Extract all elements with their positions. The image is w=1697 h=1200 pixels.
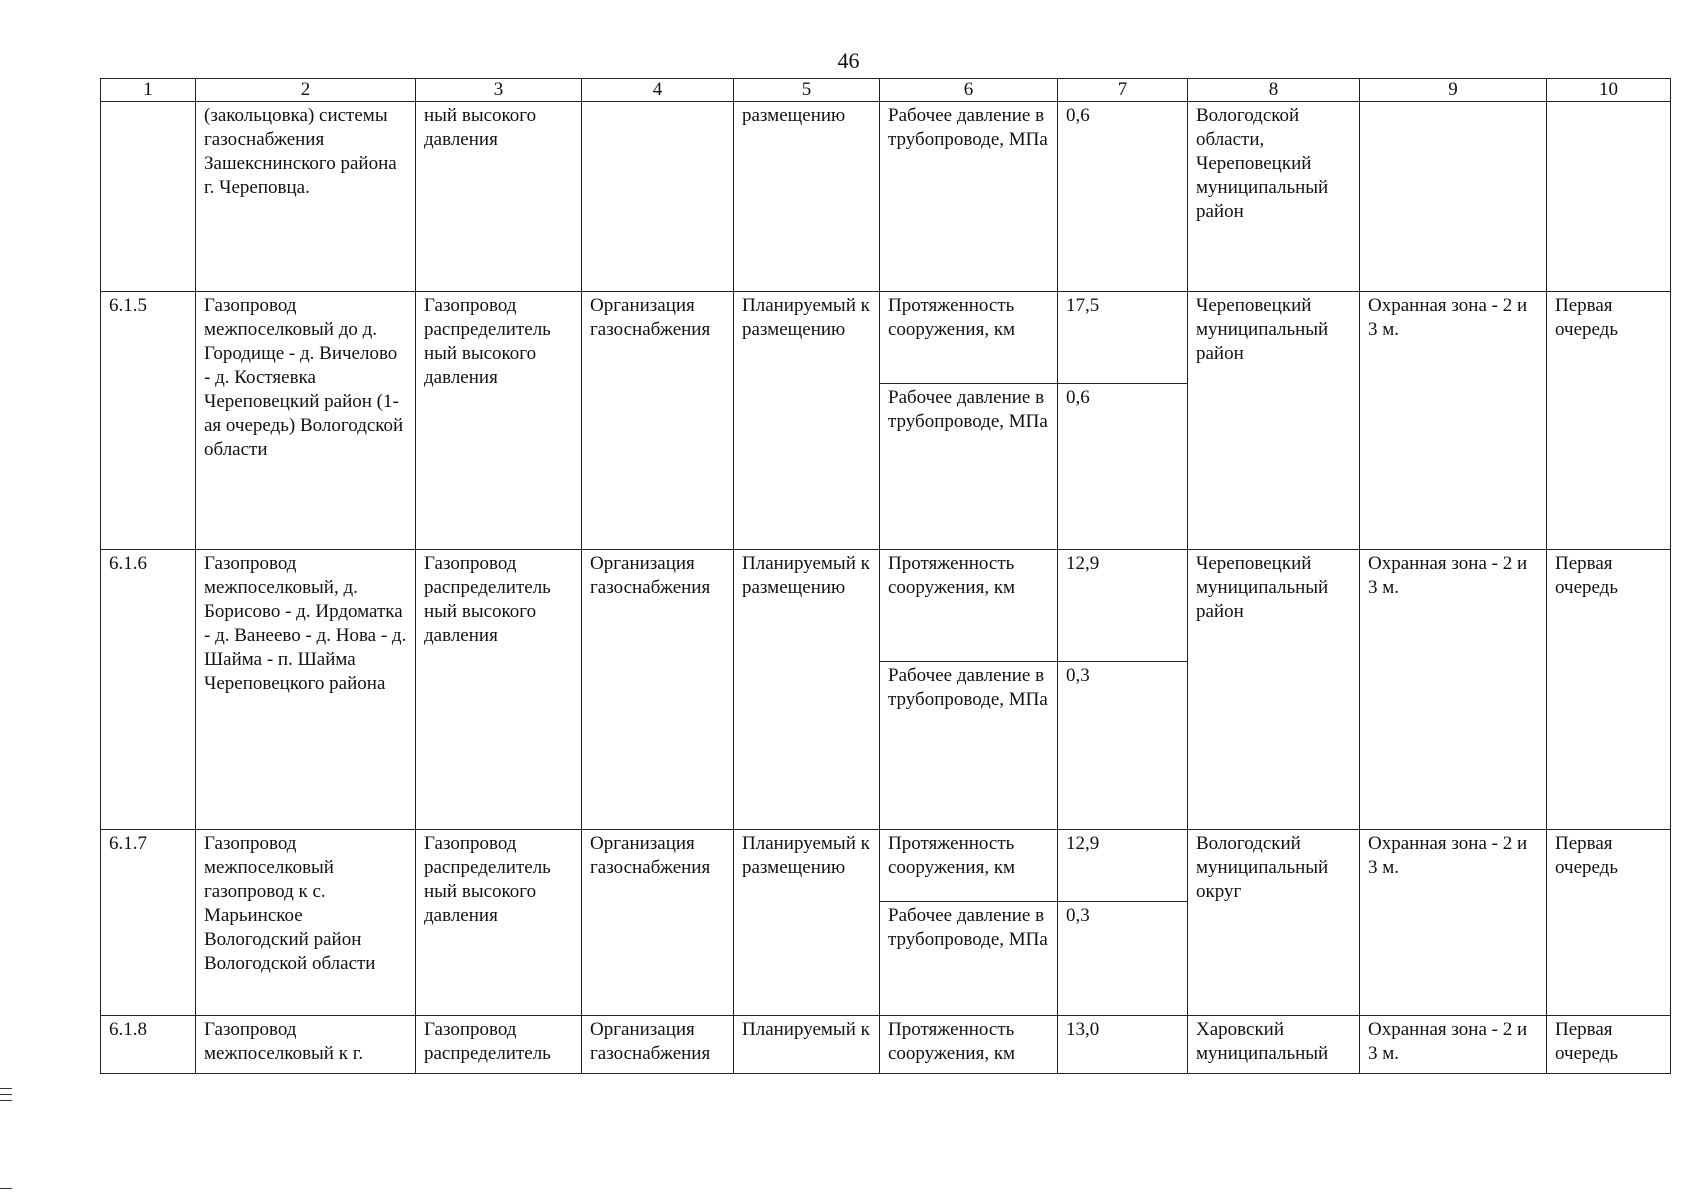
column-number: 8: [1188, 79, 1360, 102]
facility-purpose: Организация газоснабжения: [582, 550, 734, 830]
facility-type: Газопровод распределитель: [416, 1016, 582, 1074]
facility-name: Газопровод межпоселковый газопровод к с. Марьинское Вологодский район Вологодской области: [196, 830, 416, 1016]
facilities-table: [100, 78, 1671, 1074]
parameter-name: Протяженность сооружения, км: [880, 830, 1058, 902]
facility-name: Газопровод межпоселковый к г.: [196, 1016, 416, 1074]
facility-status: Планируемый к размещению: [734, 292, 880, 550]
facility-purpose: Организация газоснабжения: [582, 1016, 734, 1074]
facility-location: Череповецкий муниципальный район: [1188, 550, 1360, 830]
column-number: 4: [582, 79, 734, 102]
row-number: 6.1.8: [101, 1016, 196, 1074]
implementation-stage: Первая очередь: [1547, 550, 1671, 830]
parameter-value: 0,6: [1058, 102, 1188, 292]
facility-type: Газопровод распределитель ный высокого давления: [416, 550, 582, 830]
column-number: 9: [1360, 79, 1547, 102]
row-number: 6.1.5: [101, 292, 196, 550]
parameter-name: Протяженность сооружения, км: [880, 1016, 1058, 1074]
column-number: 3: [416, 79, 582, 102]
parameter-name: Рабочее давление в трубопроводе, МПа: [880, 902, 1058, 1016]
facility-name: Газопровод межпоселковый, д. Борисово - д. Ирдоматка - д. Ванеево - д. Нова - д. Шайма - п. Шайма Череповецкого района: [196, 550, 416, 830]
parameter-value: 13,0: [1058, 1016, 1188, 1074]
protection-zone: Охранная зона - 2 и 3 м.: [1360, 1016, 1547, 1074]
protection-zone: Охранная зона - 2 и 3 м.: [1360, 550, 1547, 830]
protection-zone: Охранная зона - 2 и 3 м.: [1360, 292, 1547, 550]
implementation-stage: [1547, 102, 1671, 292]
facility-status: размещению: [734, 102, 880, 292]
column-number: 6: [880, 79, 1058, 102]
facility-name: (закольцовка) системы газоснабжения Зашекснинского района г. Череповца.: [196, 102, 416, 292]
margin-mark: [0, 1100, 12, 1101]
row-number: [101, 102, 196, 292]
facility-location: Вологодский муниципальный округ: [1188, 830, 1360, 1016]
parameter-value: 12,9: [1058, 830, 1188, 902]
implementation-stage: Первая очередь: [1547, 1016, 1671, 1074]
implementation-stage: Первая очередь: [1547, 292, 1671, 550]
parameter-value: 12,9: [1058, 550, 1188, 662]
facility-status: Планируемый к: [734, 1016, 880, 1074]
parameter-value: 0,3: [1058, 662, 1188, 830]
facility-location: Вологодской области, Череповецкий муниципальный район: [1188, 102, 1360, 292]
parameter-name: Рабочее давление в трубопроводе, МПа: [880, 102, 1058, 292]
facility-location: Харовский муниципальный: [1188, 1016, 1360, 1074]
column-number: 2: [196, 79, 416, 102]
column-number: 1: [101, 79, 196, 102]
facility-status: Планируемый к размещению: [734, 830, 880, 1016]
parameter-name: Рабочее давление в трубопроводе, МПа: [880, 384, 1058, 550]
parameter-name: Протяженность сооружения, км: [880, 292, 1058, 384]
margin-mark: [0, 1088, 12, 1089]
facility-purpose: Организация газоснабжения: [582, 830, 734, 1016]
column-number: 10: [1547, 79, 1671, 102]
facility-type: Газопровод распределитель ный высокого давления: [416, 830, 582, 1016]
facility-location: Череповецкий муниципальный район: [1188, 292, 1360, 550]
facility-status: Планируемый к размещению: [734, 550, 880, 830]
facility-type: Газопровод распределитель ный высокого давления: [416, 292, 582, 550]
table-row: [101, 292, 1671, 384]
row-number: 6.1.7: [101, 830, 196, 1016]
margin-mark: [0, 1188, 12, 1189]
margin-mark: [0, 1094, 12, 1095]
parameter-value: 0,6: [1058, 384, 1188, 550]
page-number: 46: [837, 48, 860, 73]
facility-type: ный высокого давления: [416, 102, 582, 292]
parameter-name: Протяженность сооружения, км: [880, 550, 1058, 662]
parameter-value: 0,3: [1058, 902, 1188, 1016]
row-number: 6.1.6: [101, 550, 196, 830]
column-number: 7: [1058, 79, 1188, 102]
column-number: 5: [734, 79, 880, 102]
protection-zone: [1360, 102, 1547, 292]
facility-purpose: [582, 102, 734, 292]
column-number-row: [101, 79, 1671, 102]
protection-zone: Охранная зона - 2 и 3 м.: [1360, 830, 1547, 1016]
implementation-stage: Первая очередь: [1547, 830, 1671, 1016]
continued-row: [101, 102, 1671, 292]
facility-name: Газопровод межпоселковый до д. Городище - д. Вичелово - д. Костяевка Череповецкий район (1-ая очередь) Вологодской области: [196, 292, 416, 550]
parameter-value: 17,5: [1058, 292, 1188, 384]
facility-purpose: Организация газоснабжения: [582, 292, 734, 550]
table-row: [101, 1016, 1671, 1074]
table-row: [101, 830, 1671, 902]
table-row: [101, 550, 1671, 662]
parameter-name: Рабочее давление в трубопроводе, МПа: [880, 662, 1058, 830]
